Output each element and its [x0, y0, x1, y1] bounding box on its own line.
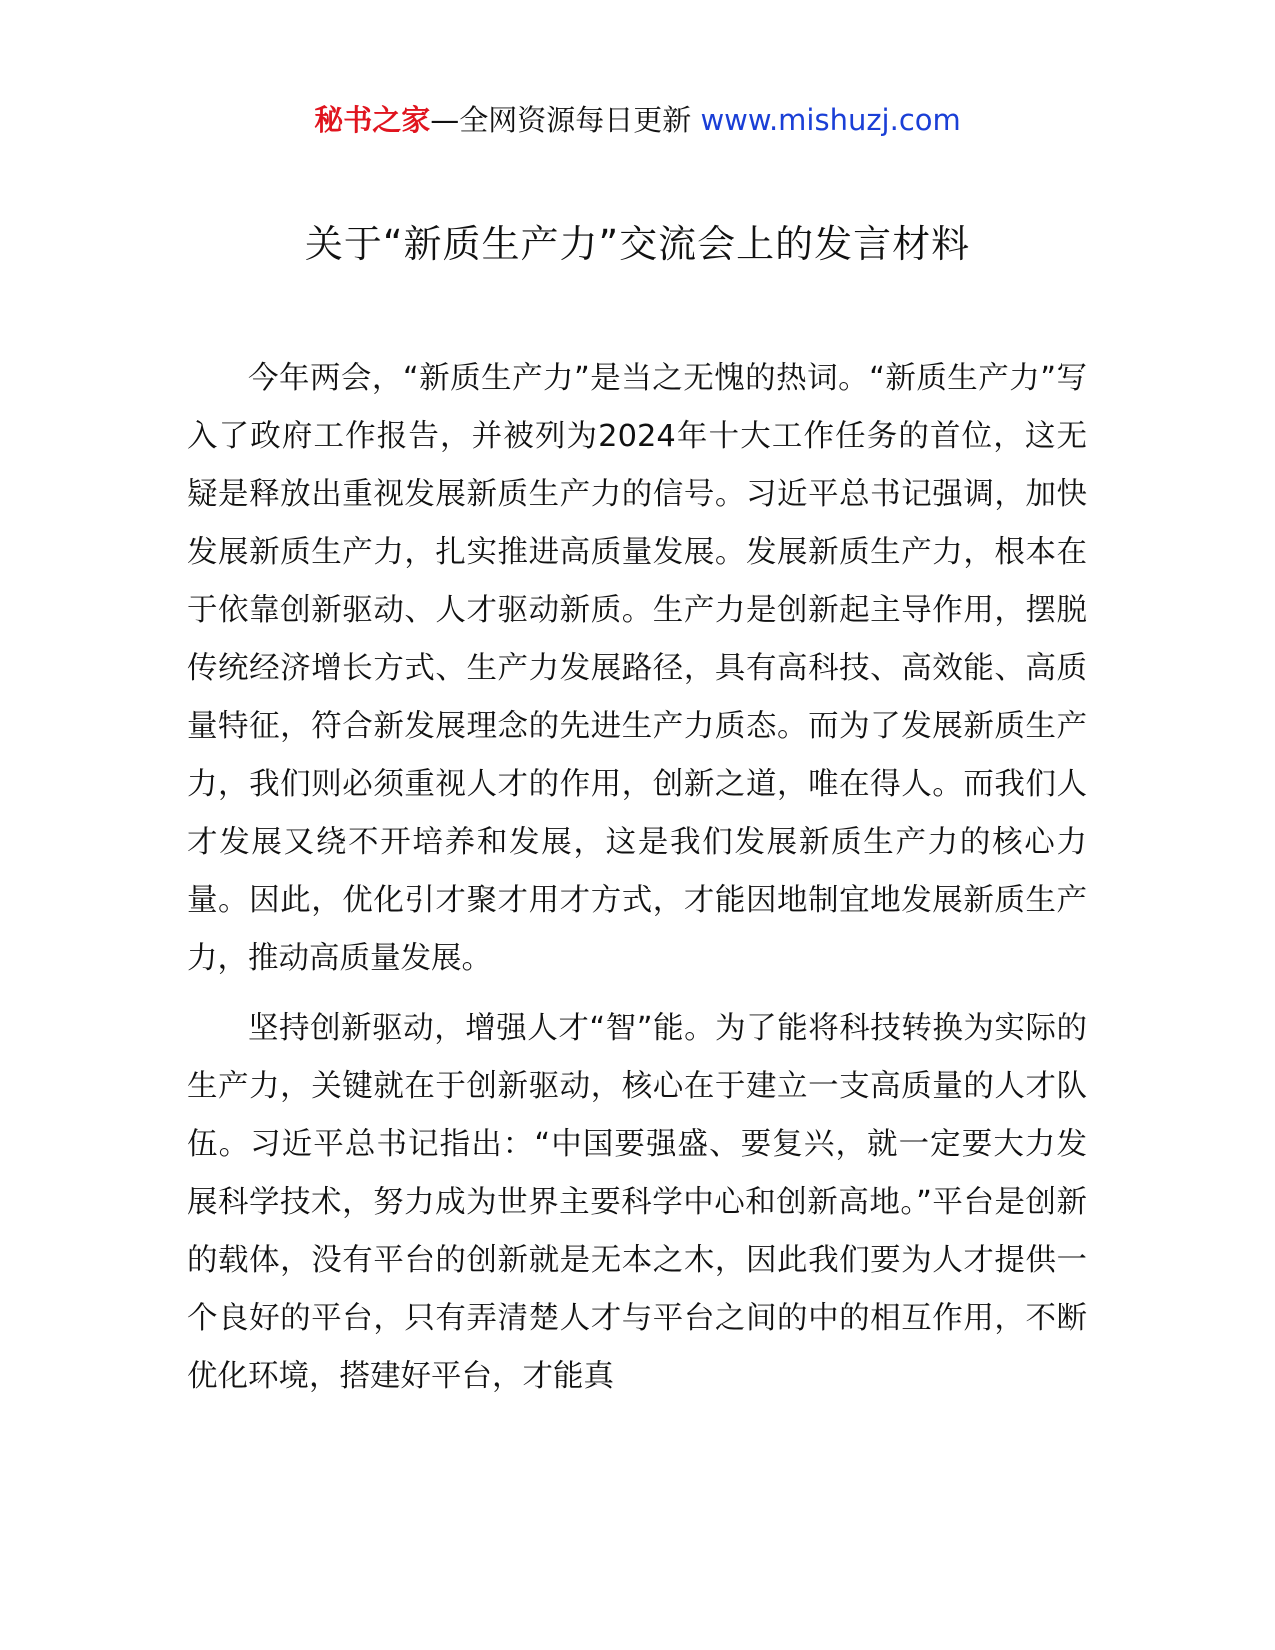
- paragraph-1: 今年两会，“新质生产力”是当之无愧的热词。“新质生产力”写入了政府工作报告，并被列为2024年十大工作任务的首位，这无疑是释放出重视发展新质生产力的信号。习近平总书记强调，加快发展新质生产力，扎实推进高质量发展。发展新质生产力，根本在于依靠创新驱动、人才驱动新质。生产力是创新起主导作用，摆脱传统经济增长方式、生产力发展路径，具有高科技、高效能、高质量特征，符合新发展理念的先进生产力质态。而为了发展新质生产力，我们则必须重视人才的作用，创新之道，唯在得人。而我们人才发展又绕不开培养和发展，这是我们发展新质生产力的核心力量。因此，优化引才聚才用才方式，才能因地制宜地发展新质生产力，推动高质量发展。: [187, 361, 1087, 976]
- website-link[interactable]: www.mishuzj.com: [700, 103, 961, 137]
- paragraph-2: 坚持创新驱动，增强人才“智”能。为了能将科技转换为实际的生产力，关键就在于创新驱动，核心在于建立一支高质量的人才队伍。习近平总书记指出：“中国要强盛、要复兴，就一定要大力发展科学技术，努力成为世界主要科学中心和创新高地。”平台是创新的载体，没有平台的创新就是无本之木，因此我们要为人才提供一个良好的平台，只有弄清楚人才与平台之间的中的相互作用，不断优化环境，搭建好平台，才能真: [187, 1011, 1087, 1394]
- brand-name: 秘书之家: [314, 103, 431, 137]
- document-title: 关于“新质生产力”交流会上的发言材料: [304, 222, 971, 266]
- document-body: [187, 350, 1087, 1418]
- page-header: [0, 100, 1275, 140]
- header-tagline: —全网资源每日更新: [430, 103, 701, 137]
